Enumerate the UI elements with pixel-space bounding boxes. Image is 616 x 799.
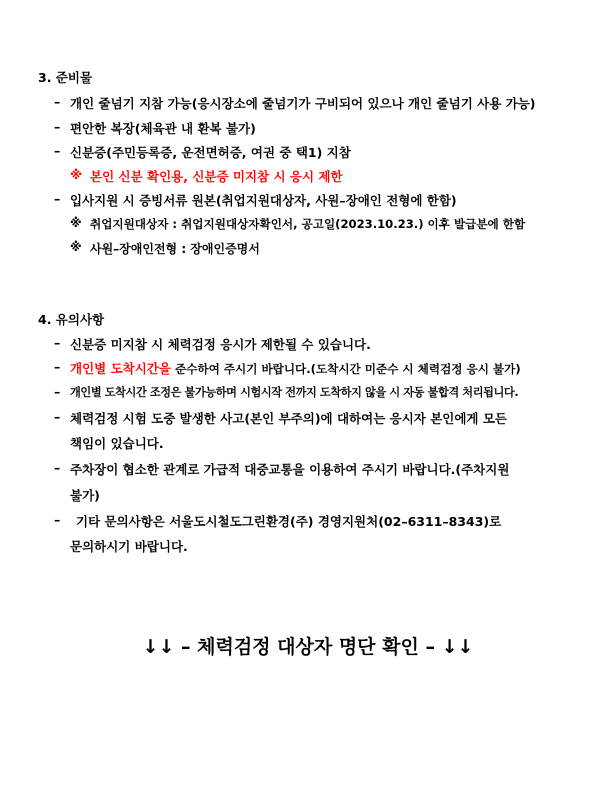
list-item-text: 기타 문의사항은 서울도시철도그린환경(주) 경영지원처(02–6311–8343)로 [76,514,502,529]
list-marker: – [54,119,61,134]
list-item-text: 개인 줄넘기 지참 가능(응시장소에 줄넘기가 구비되어 있으나 개인 줄넘기 사용 가능) [70,96,536,111]
list-item-continuation-text: 책임이 있습니다. [70,436,164,451]
highlighted-text: 개인별 도착시간을 [70,361,171,376]
list-item-text: 편안한 복장(체육관 내 환복 불가) [70,121,256,136]
footer-banner: ↓↓ – 체력검정 대상자 명단 확인 – ↓↓ [142,636,474,658]
list-marker: – [54,94,61,109]
list-item-text: 개인별 도착시간 조정은 불가능하며 시험시작 전까지 도착하지 않을 시 자동 불합격 처리됩니다. [70,386,519,399]
list-item-rest-text: 준수하여 주시기 바랍니다.(도착시간 미준수 시 체력검정 응시 불가) [170,362,521,376]
warning-note-text: 본인 신분 확인용, 신분증 미지참 시 응시 제한 [90,169,343,184]
note-text: 취업지원대상자 : 취업지원대상자확인서, 공고일(2023.10.23.) 이후 발급분에 한함 [90,217,526,231]
list-marker: – [54,409,61,424]
note-marker: ※ [70,216,82,230]
section-4-heading: 4. 유의사항 [38,312,105,327]
list-item-text: 신분증 미지참 시 체력검정 응시가 제한될 수 있습니다. [70,337,371,352]
list-item-text [70,359,521,377]
list-item-text: 체력검정 시험 도중 발생한 사고(본인 부주의)에 대하여는 응시자 본인에게 모든 [70,411,507,426]
list-item-text: 주차장이 협소한 관계로 가급적 대중교통을 이용하여 주시기 바랍니다.(주차지원 [70,462,510,477]
list-item-text: 입사지원 시 증빙서류 원본(취업지원대상자, 사원–장애인 전형에 한함) [70,193,457,208]
list-item-continuation-text: 불가) [70,488,100,503]
note-marker: ※ [70,240,82,254]
section-3-heading: 3. 준비물 [38,70,93,85]
list-marker: – [54,384,61,399]
list-item-continuation-text: 문의하시기 바랍니다. [70,539,188,554]
list-marker: – [54,512,61,527]
list-marker: – [54,460,61,475]
list-item-text: 신분증(주민등록증, 운전면허증, 여권 중 택1) 지참 [70,145,351,160]
note-text: 사원–장애인전형 : 장애인증명서 [90,242,260,256]
note-marker: ※ [70,167,83,182]
list-marker: – [54,143,61,158]
list-marker: – [54,191,61,206]
list-marker: – [54,359,61,374]
list-marker: – [54,335,61,350]
